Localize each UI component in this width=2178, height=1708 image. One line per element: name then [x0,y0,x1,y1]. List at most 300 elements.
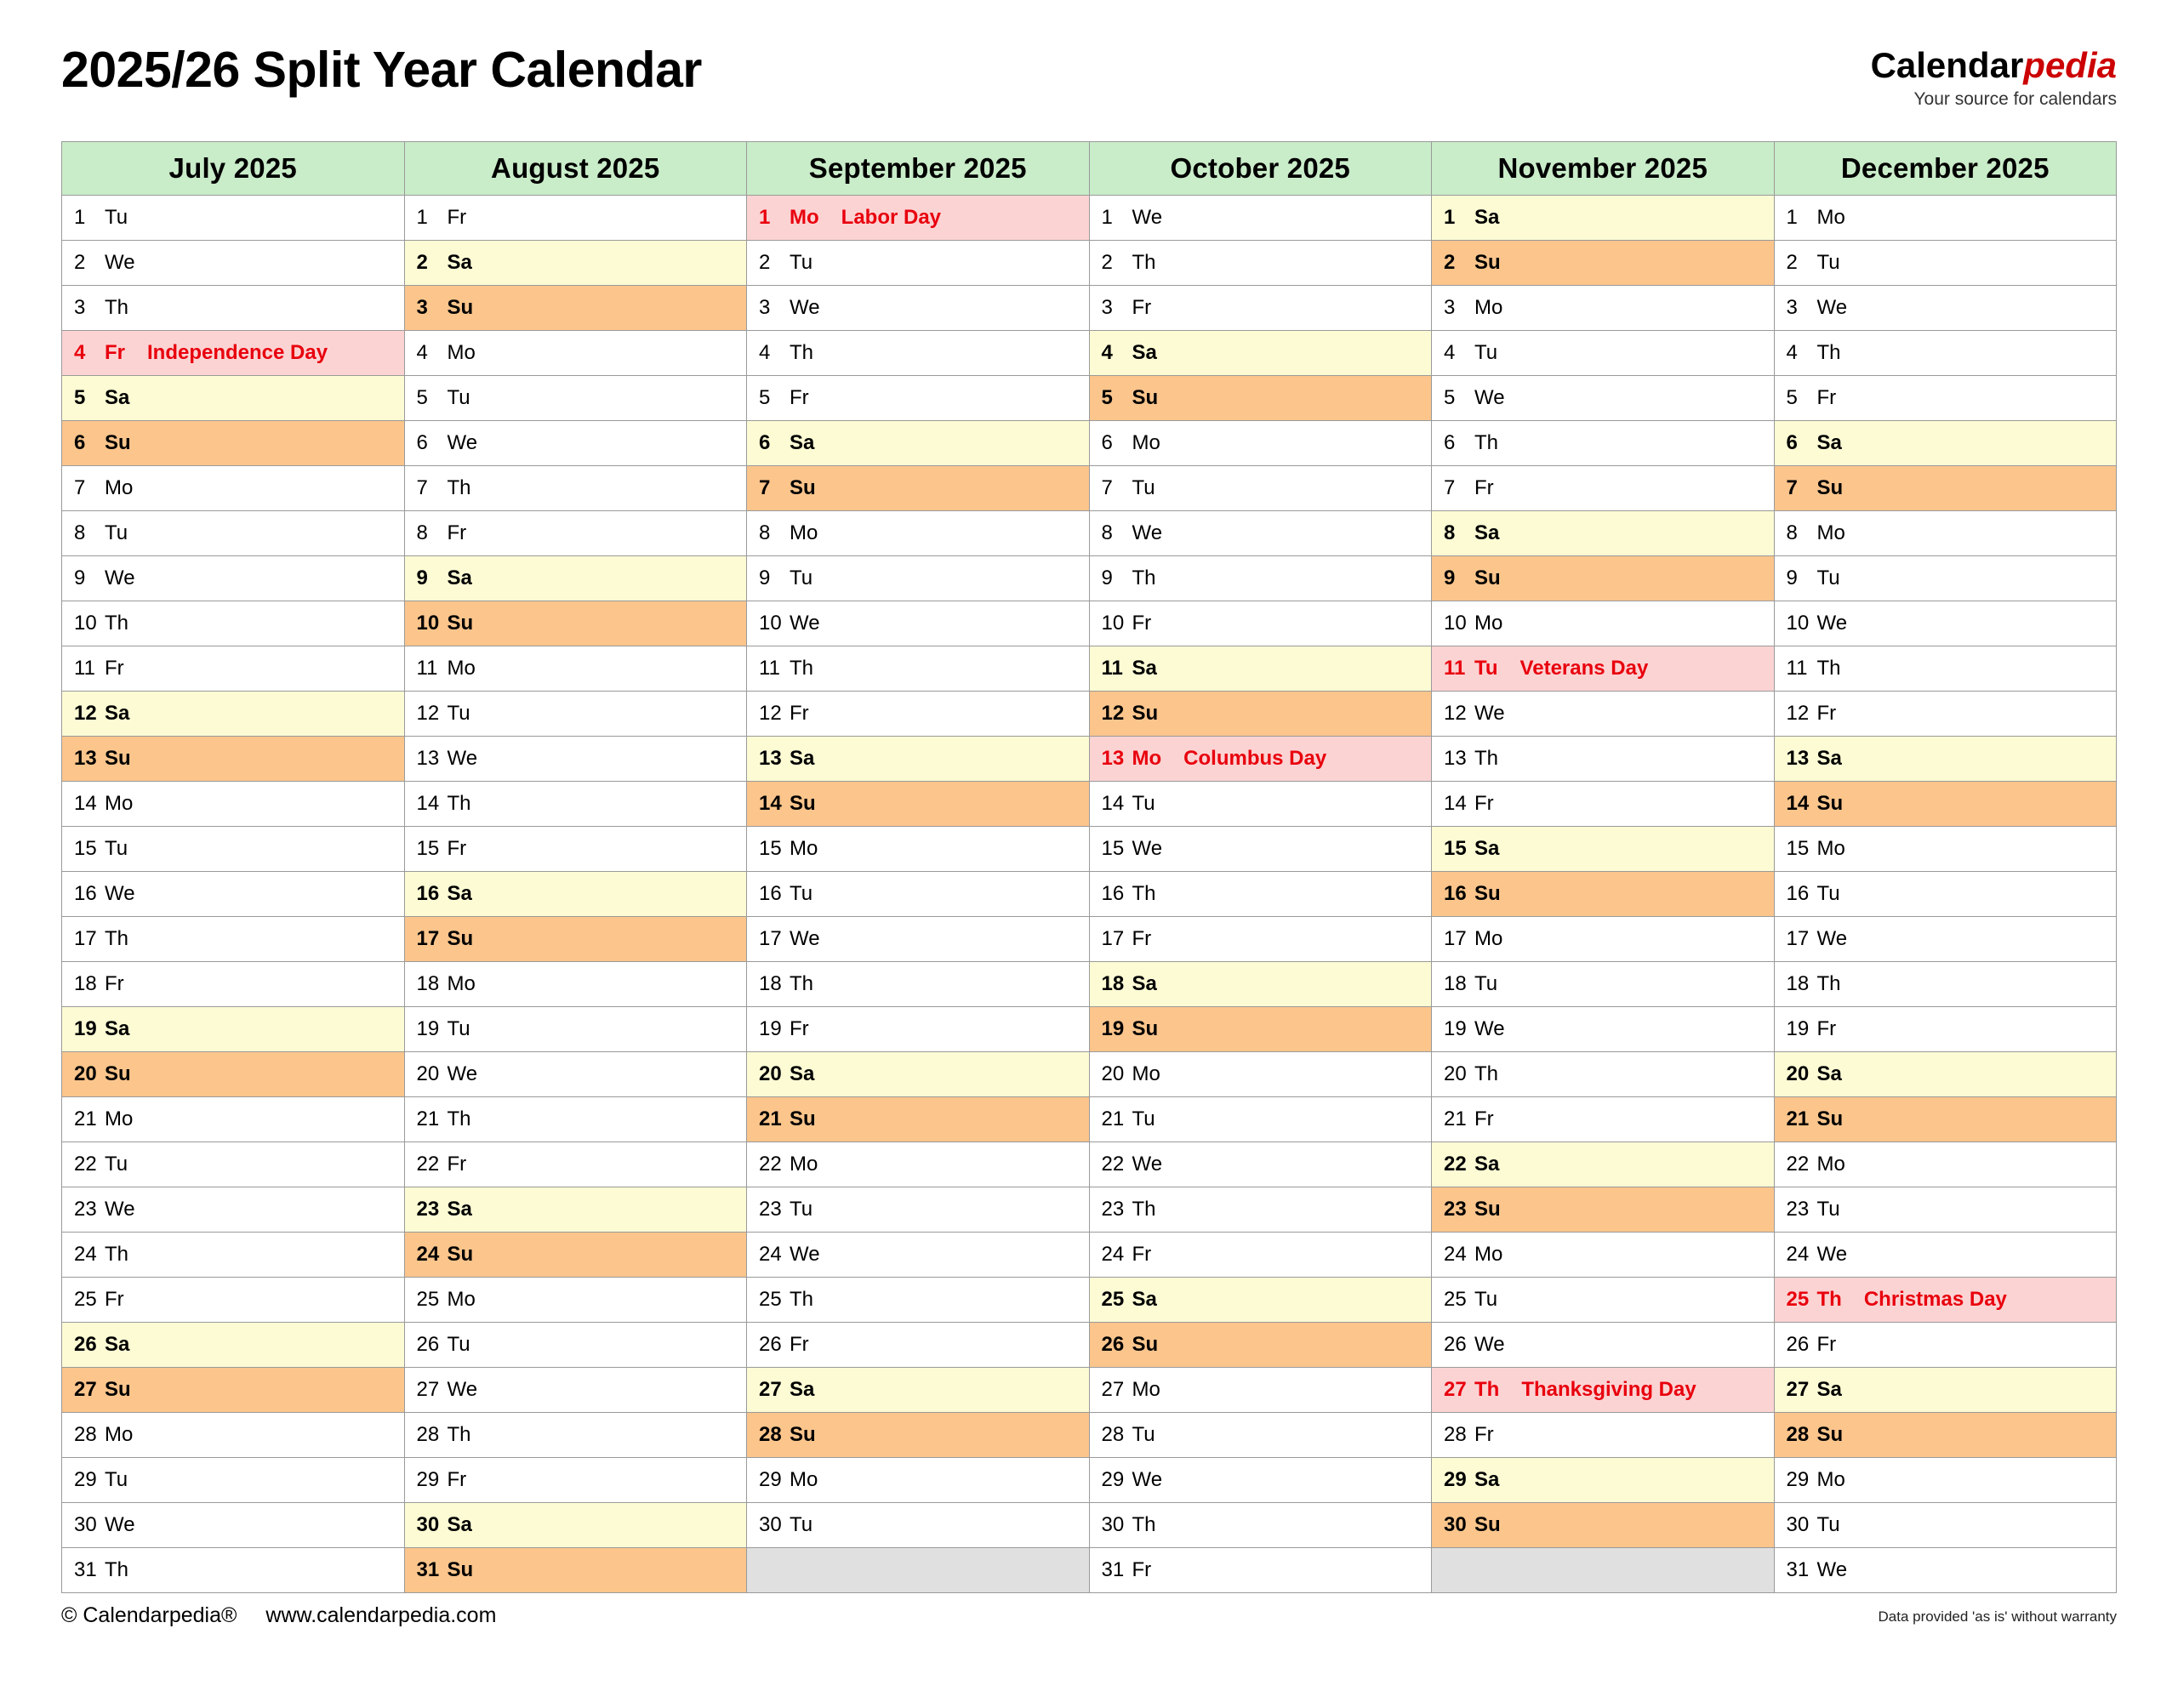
day-cell-content [62,466,404,510]
day-of-week: We [1132,521,1163,544]
day-number: 29 [1786,1468,1810,1491]
calendar-day-cell [747,196,1090,241]
day-number: 3 [1101,296,1113,319]
day-of-week: Su [790,792,816,815]
calendar-day-cell [1774,1187,2117,1233]
month-header-october: October 2025 [1089,142,1432,196]
day-of-week: We [105,1513,135,1536]
day-of-week: Mo [105,1423,134,1446]
calendar-day-cell [1089,1278,1432,1323]
day-cell-content [1775,331,2117,375]
calendar-day-cell [1432,556,1775,601]
calendar-day-cell [1432,1233,1775,1278]
calendar-day-cell [1774,511,2117,556]
day-of-week: Sa [1816,747,1842,770]
day-number: 18 [1101,972,1125,995]
day-cell-content [1775,1458,2117,1502]
calendar-day-cell [1089,1233,1432,1278]
day-cell-content [747,601,1089,646]
day-cell-content [1090,331,1432,375]
day-of-week: Su [1474,1198,1501,1221]
day-number: 30 [759,1513,782,1536]
day-cell-content [1775,1413,2117,1457]
day-number: 5 [416,386,428,409]
day-of-week: Sa [1816,431,1842,454]
day-of-week: Mo [790,1153,818,1176]
day-of-week: Tu [1132,476,1155,499]
calendar-day-cell [62,556,405,601]
day-cell-content [1432,872,1774,916]
calendar-day-cell [404,1007,747,1052]
calendar-day-cell [404,1187,747,1233]
calendar-day-cell [1089,466,1432,511]
day-cell-content [1775,1323,2117,1367]
calendar-day-cell [747,331,1090,376]
day-number: 28 [1786,1423,1810,1446]
day-of-week: Mo [447,972,476,995]
calendar-row [62,827,2117,872]
day-of-week: Th [790,972,814,995]
day-number: 8 [416,521,428,544]
day-of-week: We [1132,206,1163,229]
day-number: 28 [1444,1423,1467,1446]
day-number: 19 [74,1017,97,1040]
day-cell-content [1432,1413,1774,1457]
day-cell-content [62,1097,404,1142]
calendar-day-cell [1089,1007,1432,1052]
day-number: 2 [416,251,428,274]
calendar-day-cell [404,1142,747,1187]
day-number: 10 [1101,612,1125,635]
day-number: 19 [416,1017,440,1040]
day-number: 15 [74,837,97,860]
day-number: 6 [74,431,86,454]
day-cell-content [62,1052,404,1096]
day-cell-content [747,1458,1089,1502]
day-cell-content [405,1413,747,1457]
calendar-day-cell [404,196,747,241]
day-cell-content [405,556,747,601]
day-number: 12 [1101,702,1125,725]
day-number: 23 [759,1198,782,1221]
calendar-body [62,196,2117,1593]
day-cell-content [1775,737,2117,781]
day-cell-content [1432,286,1774,330]
day-number: 12 [1786,702,1810,725]
day-cell-content [1090,601,1432,646]
day-of-week: We [105,882,135,905]
day-of-week: Fr [1816,1017,1837,1040]
day-cell-content [1090,511,1432,555]
day-number: 18 [74,972,97,995]
calendar-day-cell [1089,737,1432,782]
day-of-week: Mo [105,1107,134,1130]
day-of-week: We [447,1378,478,1401]
day-of-week: Mo [1474,612,1503,635]
day-cell-content [1432,331,1774,375]
day-number: 19 [1101,1017,1125,1040]
calendar-day-cell [404,1368,747,1413]
day-cell-content [747,286,1089,330]
day-number: 7 [1786,476,1798,499]
day-cell-content [1432,1052,1774,1096]
day-number: 14 [416,792,440,815]
day-number: 6 [416,431,428,454]
day-number: 28 [759,1423,782,1446]
day-number: 26 [416,1333,440,1356]
day-number: 17 [74,927,97,950]
day-number: 27 [416,1378,440,1401]
calendar-day-cell [1432,1368,1775,1413]
day-number: 27 [1786,1378,1810,1401]
day-of-week: Tu [1474,341,1498,364]
calendar-day-cell [1774,827,2117,872]
day-number: 23 [416,1198,440,1221]
day-number: 3 [759,296,771,319]
day-cell-content [405,1458,747,1502]
page-footer [61,1603,2117,1628]
day-of-week: Su [790,1423,816,1446]
day-number: 11 [1444,657,1466,680]
day-number: 22 [416,1153,440,1176]
day-of-week: Fr [1132,1558,1152,1581]
disclaimer-text: Data provided 'as is' without warranty [1878,1608,2117,1625]
calendar-day-cell [747,421,1090,466]
day-of-week: Tu [1132,1107,1155,1130]
day-number: 2 [759,251,771,274]
day-cell-content [62,556,404,601]
day-cell-content [1432,1503,1774,1547]
day-cell-content [405,1503,747,1547]
day-number: 19 [759,1017,782,1040]
calendar-day-cell [1089,286,1432,331]
day-of-week: Mo [1816,521,1845,544]
day-of-week: Mo [1816,206,1845,229]
day-number: 1 [74,206,86,229]
calendar-day-cell [747,1368,1090,1413]
day-number: 11 [1101,657,1123,680]
calendar-day-cell [62,1187,405,1233]
month-header-row [62,142,2117,196]
calendar-day-cell [404,556,747,601]
day-cell-content [1432,466,1774,510]
day-cell-content [747,1052,1089,1096]
day-of-week: Th [790,657,814,680]
day-number: 26 [1444,1333,1467,1356]
day-number: 19 [1444,1017,1467,1040]
calendar-day-cell [1089,241,1432,286]
calendar-day-cell [1774,331,2117,376]
day-of-week: We [790,1243,820,1266]
day-of-week: Mo [447,341,476,364]
day-cell-content [1775,692,2117,736]
month-header-august: August 2025 [404,142,747,196]
holiday-label: Veterans Day [1519,657,1649,680]
calendar-day-cell [404,1278,747,1323]
calendar-row [62,872,2117,917]
day-of-week: Sa [105,386,130,409]
day-cell-content [747,1323,1089,1367]
day-number: 16 [1101,882,1125,905]
calendar-day-cell [404,872,747,917]
calendar-day-cell [1089,1503,1432,1548]
brand-tagline: Your source for calendars [1913,89,2117,109]
day-cell-content [62,1142,404,1187]
day-number: 19 [1786,1017,1810,1040]
day-of-week: We [447,747,478,770]
calendar-cell-empty [1432,1548,1775,1593]
day-number: 28 [1101,1423,1125,1446]
calendar-day-cell [1089,601,1432,646]
calendar-day-cell [404,917,747,962]
calendar-day-cell [1432,1458,1775,1503]
calendar-day-cell [404,827,747,872]
calendar-row [62,737,2117,782]
calendar-day-cell [747,1413,1090,1458]
calendar-day-cell [1774,1097,2117,1142]
day-number: 24 [1786,1243,1810,1266]
calendar-day-cell [1774,1233,2117,1278]
day-of-week: Mo [1132,431,1160,454]
day-cell-content [1090,421,1432,465]
day-of-week: Su [1816,1423,1844,1446]
day-number: 15 [416,837,440,860]
day-cell-content [1432,827,1774,871]
day-of-week: Th [447,476,471,499]
calendar-day-cell [747,511,1090,556]
day-of-week: Th [105,612,129,635]
day-cell-content [1775,466,2117,510]
day-of-week: Fr [105,972,124,995]
day-cell-content [1775,376,2117,420]
day-cell-content [405,511,747,555]
day-of-week: Sa [790,747,815,770]
day-of-week: Sa [790,1062,815,1085]
calendar-day-cell [747,556,1090,601]
website-url[interactable]: www.calendarpedia.com [265,1603,497,1627]
brand-name-primary: Calendar [1870,45,2024,85]
day-number: 17 [1786,927,1810,950]
day-cell-content [1775,1007,2117,1051]
calendar-day-cell [747,1187,1090,1233]
calendar-row [62,376,2117,421]
day-number: 14 [74,792,97,815]
day-of-week: Su [1816,1107,1844,1130]
day-number: 21 [1101,1107,1125,1130]
calendar-day-cell [1774,1007,2117,1052]
day-number: 11 [74,657,95,680]
calendar-day-cell [1089,692,1432,737]
day-cell-content [1090,1413,1432,1457]
calendar-day-cell [404,511,747,556]
day-number: 21 [74,1107,97,1130]
calendar-day-cell [62,1413,405,1458]
day-cell-content [747,737,1089,781]
calendar-row [62,1413,2117,1458]
calendar-day-cell [62,1052,405,1097]
day-cell-content [747,1278,1089,1322]
day-cell-content [405,1097,747,1142]
day-cell-content [405,1323,747,1367]
calendar-row [62,1097,2117,1142]
day-of-week: Th [447,1423,471,1446]
day-of-week: Su [1132,386,1159,409]
calendar-day-cell [404,1233,747,1278]
day-cell-content [1432,1233,1774,1277]
day-number: 24 [1444,1243,1467,1266]
day-cell-content [1090,962,1432,1006]
day-cell-content [405,196,747,240]
day-of-week: Sa [1132,657,1157,680]
day-number: 30 [74,1513,97,1536]
day-of-week: Mo [1132,747,1162,770]
day-number: 12 [759,702,782,725]
day-of-week: Sa [447,566,472,589]
calendar-row [62,1052,2117,1097]
day-cell-content [747,692,1089,736]
calendar-day-cell [62,646,405,692]
day-number: 7 [759,476,771,499]
brand-name-accent: pedia [2023,45,2117,85]
day-cell-content [1432,646,1774,691]
day-cell-content [1775,872,2117,916]
day-cell-content [747,1007,1089,1051]
day-cell-content [1432,1097,1774,1142]
calendar-day-cell [1774,1458,2117,1503]
holiday-label: Independence Day [147,341,328,364]
day-of-week: We [1816,612,1848,635]
calendar-day-cell [747,646,1090,692]
day-cell-content [1775,1548,2117,1592]
calendar-day-cell [62,1458,405,1503]
day-cell-content [1090,782,1432,826]
calendar-day-cell [1089,1323,1432,1368]
day-number: 22 [759,1153,782,1176]
calendar-day-cell [62,286,405,331]
day-cell-content [1090,1052,1432,1096]
brand-logo [1871,32,2117,110]
day-number: 26 [759,1333,782,1356]
day-cell-content [1432,511,1774,555]
calendar-day-cell [747,1052,1090,1097]
day-cell-content [1432,601,1774,646]
day-of-week: Su [1816,792,1844,815]
day-cell-content [405,872,747,916]
day-number: 25 [1444,1288,1467,1311]
day-cell-content [62,196,404,240]
day-cell-content [62,331,404,375]
page-header [61,32,2117,134]
calendar-day-cell [747,241,1090,286]
day-cell-content [405,1052,747,1096]
calendar-day-cell [62,511,405,556]
day-of-week: Mo [447,657,476,680]
calendar-day-cell [747,286,1090,331]
day-of-week: Su [1132,702,1159,725]
day-of-week: Th [447,792,471,815]
holiday-label: Columbus Day [1183,747,1327,770]
day-number: 25 [416,1288,440,1311]
day-cell-content [1775,556,2117,601]
calendar-day-cell [1432,241,1775,286]
calendar-day-cell [1432,737,1775,782]
day-cell-content [1775,241,2117,285]
calendar-day-cell [1774,1142,2117,1187]
day-cell-content [1432,1142,1774,1187]
calendar-day-cell [1432,1413,1775,1458]
calendar-row [62,1503,2117,1548]
calendar-day-cell [1432,196,1775,241]
calendar-day-cell [404,421,747,466]
calendar-row [62,1233,2117,1278]
calendar-day-cell [404,782,747,827]
day-cell-content [1432,1548,1774,1592]
day-cell-content [747,1233,1089,1277]
day-of-week: Tu [447,1017,470,1040]
calendar-day-cell [1432,376,1775,421]
day-of-week: Mo [790,837,818,860]
day-of-week: Su [1474,566,1501,589]
day-number: 8 [1101,521,1113,544]
calendar-day-cell [747,1278,1090,1323]
day-number: 14 [759,792,782,815]
day-number: 31 [416,1558,440,1581]
calendar-day-cell [1089,196,1432,241]
day-number: 23 [1444,1198,1467,1221]
calendar-day-cell [1774,376,2117,421]
day-number: 16 [759,882,782,905]
calendar-row [62,466,2117,511]
day-number: 21 [759,1107,782,1130]
day-of-week: We [1474,386,1505,409]
day-number: 21 [416,1107,440,1130]
day-of-week: Su [105,1062,131,1085]
day-number: 11 [416,657,438,680]
day-cell-content [62,1368,404,1412]
day-of-week: Fr [790,702,809,725]
calendar-day-cell [1089,421,1432,466]
day-cell-content [1090,692,1432,736]
calendar-day-cell [1774,601,2117,646]
calendar-row [62,196,2117,241]
calendar-day-cell [1432,466,1775,511]
day-number: 14 [1444,792,1467,815]
day-of-week: Sa [1474,837,1500,860]
day-cell-content [62,601,404,646]
day-of-week: We [447,431,478,454]
calendar-day-cell [1774,196,2117,241]
day-of-week: Su [447,1243,474,1266]
day-cell-content [62,782,404,826]
day-number: 20 [1101,1062,1125,1085]
calendar-day-cell [1774,1278,2117,1323]
calendar-day-cell [62,331,405,376]
calendar-day-cell [1774,1368,2117,1413]
day-number: 6 [1786,431,1798,454]
day-of-week: Sa [105,702,130,725]
day-number: 7 [416,476,428,499]
day-cell-content [1775,1233,2117,1277]
day-cell-content [62,241,404,285]
day-of-week: Tu [1132,1423,1155,1446]
day-of-week: We [1474,702,1505,725]
day-cell-content [405,827,747,871]
day-cell-content [405,1548,747,1592]
day-number: 9 [416,566,428,589]
day-of-week: Sa [1474,1468,1500,1491]
day-of-week: Tu [105,206,128,229]
calendar-row [62,1278,2117,1323]
